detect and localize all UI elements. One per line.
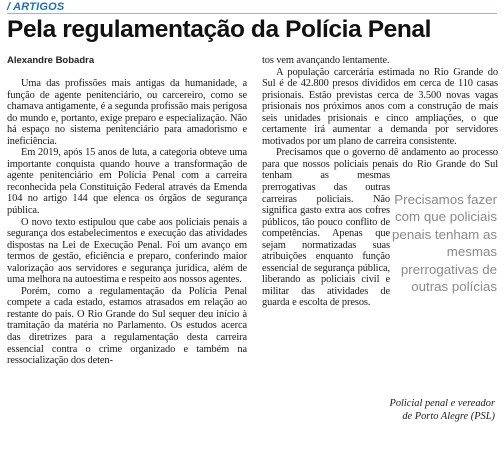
paragraph-5: A população carcerária estimada no Rio Grande do Sul é de 42.800 presos divididos em cerca de 110 casas prisionais. Estão previstas cerca de 3.500 novas vagas prisionais nos próximos anos com a construção de mais seis unidades prisionais e cinco ampliações, o que certamente irá aumentar a demanda por servidores motivados por um plano de carreira consistente. — [262, 66, 498, 147]
article-column-1 — [7, 78, 247, 367]
author-signature — [300, 398, 495, 423]
paragraph-6: Precisamos que o governo dê andamento ao processo para que nossos policiais penais do Rio Grande do Sul tenham as mesmas prerrogativas das outras carreiras policiais. Não significa gasto extra aos cofres públicos, tão pouco conflito de competências. Apenas que sejam normatizadas suas atribuições enquanto função essencial de segurança pública, liberando as policiais civil e militar das atividades de guarda e escolta de presos. — [262, 147, 498, 309]
article-headline: Pela regulamentação da Polícia Penal — [7, 16, 432, 43]
signature-line-2: de Porto Alegre (PSL) — [402, 410, 495, 422]
signature-line-1: Policial penal e vereador — [389, 398, 495, 409]
paragraph-2: Em 2019, após 15 anos de luta, a categoria obteve uma importante conquista quando houve a transformação de agente penitenciário em Polícia Penal com a carreira reconhecida pela Constituição Federal através da Emenda 104 no artigo 144 que elenca os órgãos de segurança pública. — [7, 147, 247, 217]
paragraph-3: O novo texto estipulou que cabe aos policiais penais a segurança dos estabelecimentos e execução das atividades dispostas na Lei de Execução Penal. Foi um avanço em termos de gestão, eficiência e preparo, conferindo maior valorização aos servidores e segurança jurídica, além de uma melhora na autoestima e respeito aos nossos agentes. — [7, 216, 247, 286]
paragraph-4: Porém, como a regulamentação da Polícia Penal compete a cada estado, estamos atrasados em relação ao restante do país. O Rio Grande do Sul sequer deu início à tramitação da matéria no Parlamento. Os estudos acerca das diretrizes para a regulamentação desta carreira essencial contra o crime organizado e também na ressocialização dos deten- — [7, 285, 247, 367]
section-label: / ARTIGOS — [7, 1, 65, 13]
paragraph-4-continuation: tos vem avançando lentamente. — [262, 55, 390, 66]
paragraph-1: Uma das profissões mais antigas da humanidade, a função de agente penitenciário, ou carcereiro, como se chamava antigamente, é a segunda profissão mais perigosa do mundo e, portanto, exige preparo e especialização. Não há espaço no sistema penitenciário para amadorismo e ineficiência. — [7, 78, 247, 147]
author-byline: Alexandre Bobadra — [7, 55, 95, 66]
pull-quote: Precisamos fazer com que policiais penais tenham as mesmas prerrogativas de outras polícias — [392, 192, 497, 295]
section-rule — [7, 13, 497, 14]
